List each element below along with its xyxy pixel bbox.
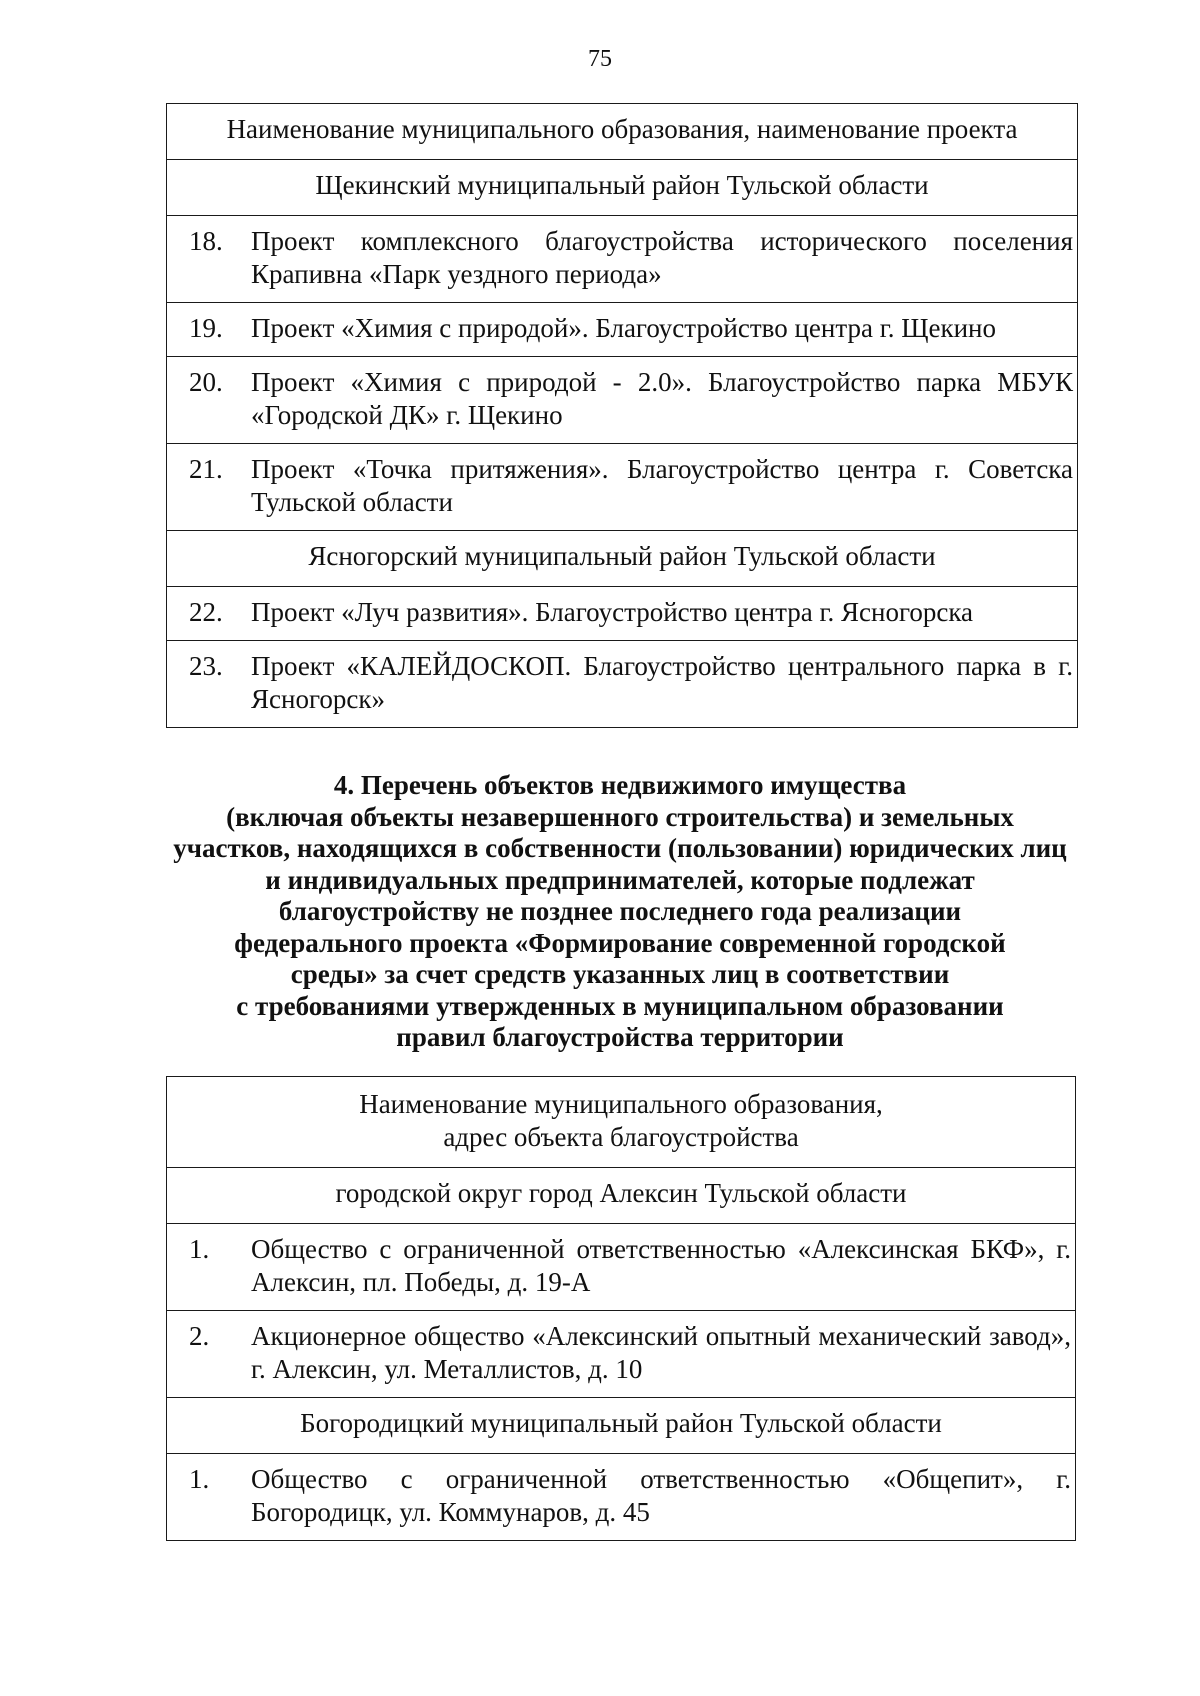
group-title-bogoroditsk: Богородицкий муниципальный район Тульской области xyxy=(167,1398,1076,1454)
table-header: Наименование муниципального образования, наименование проекта xyxy=(167,104,1078,160)
row-number: 23. xyxy=(189,651,223,681)
row-text: Общество с ограниченной ответственностью «Алексинская БКФ», г. Алексин, пл. Победы, д. 19-А xyxy=(251,1234,1071,1297)
table-row xyxy=(167,641,1078,728)
table-row xyxy=(167,1311,1076,1398)
row-number: 1. xyxy=(189,1234,210,1264)
heading-line: благоустройству не позднее последнего года реализации xyxy=(278,896,962,926)
row-text: Проект «Луч развития». Благоустройство центра г. Ясногорска xyxy=(251,597,974,627)
table-header-row xyxy=(167,1077,1076,1168)
row-number: 18. xyxy=(189,226,223,256)
table-header-row xyxy=(167,104,1078,160)
row-number: 2. xyxy=(189,1321,210,1351)
heading-line: 4. Перечень объектов недвижимого имущества xyxy=(333,770,907,800)
group-row xyxy=(167,1398,1076,1454)
group-title-yasnogorsk: Ясногорский муниципальный район Тульской области xyxy=(167,531,1078,587)
row-number: 22. xyxy=(189,597,223,627)
group-title-aleksin: городской округ город Алексин Тульской области xyxy=(167,1168,1076,1224)
row-text: Проект комплексного благоустройства исторического поселения Крапивна «Парк уездного периода» xyxy=(251,226,1073,289)
table-row xyxy=(167,357,1078,444)
page-number: 75 xyxy=(588,46,612,72)
row-number: 21. xyxy=(189,454,223,484)
row-text: Проект «Химия с природой - 2.0». Благоустройство парка МБУК «Городской ДК» г. Щекино xyxy=(251,367,1073,430)
table-row xyxy=(167,216,1078,303)
header-line: адрес объекта благоустройства xyxy=(443,1122,799,1152)
property-objects-table xyxy=(166,1076,1076,1541)
heading-line: и индивидуальных предпринимателей, которые подлежат xyxy=(265,864,975,895)
table-row xyxy=(167,303,1078,357)
row-number: 20. xyxy=(189,367,223,397)
table-row xyxy=(167,1224,1076,1311)
row-number: 19. xyxy=(189,313,223,343)
group-title-shchekino: Щекинский муниципальный район Тульской области xyxy=(167,160,1078,216)
heading-line: правил благоустройства территории xyxy=(396,1022,844,1052)
section-heading xyxy=(140,770,1100,1054)
heading-line: участков, находящихся в собственности (пользовании) юридических лиц xyxy=(173,833,1067,863)
table-header xyxy=(167,1077,1076,1168)
row-text: Проект «Точка притяжения». Благоустройство центра г. Советска Тульской области xyxy=(251,454,1073,517)
row-text: Проект «КАЛЕЙДОСКОП. Благоустройство центрального парка в г. Ясногорск» xyxy=(251,651,1073,714)
projects-table xyxy=(166,103,1078,728)
table-row xyxy=(167,587,1078,641)
group-row xyxy=(167,531,1078,587)
heading-line: среды» за счет средств указанных лиц в соответствии xyxy=(290,959,950,989)
group-row xyxy=(167,160,1078,216)
row-text: Акционерное общество «Алексинский опытный механический завод», г. Алексин, ул. Металлистов, д. 10 xyxy=(251,1321,1071,1384)
heading-line: федерального проекта «Формирование современной городской xyxy=(234,927,1006,958)
table-row xyxy=(167,444,1078,531)
row-number: 1. xyxy=(189,1464,210,1494)
heading-line: с требованиями утвержденных в муниципальном образовании xyxy=(236,990,1004,1021)
header-line: Наименование муниципального образования, xyxy=(359,1089,883,1119)
group-row xyxy=(167,1168,1076,1224)
heading-line: (включая объекты незавершенного строительства) и земельных xyxy=(226,801,1014,832)
row-text: Общество с ограниченной ответственностью «Общепит», г. Богородицк, ул. Коммунаров, д. 45 xyxy=(251,1464,1071,1527)
row-text: Проект «Химия с природой». Благоустройство центра г. Щекино xyxy=(251,313,996,343)
table-row xyxy=(167,1454,1076,1541)
